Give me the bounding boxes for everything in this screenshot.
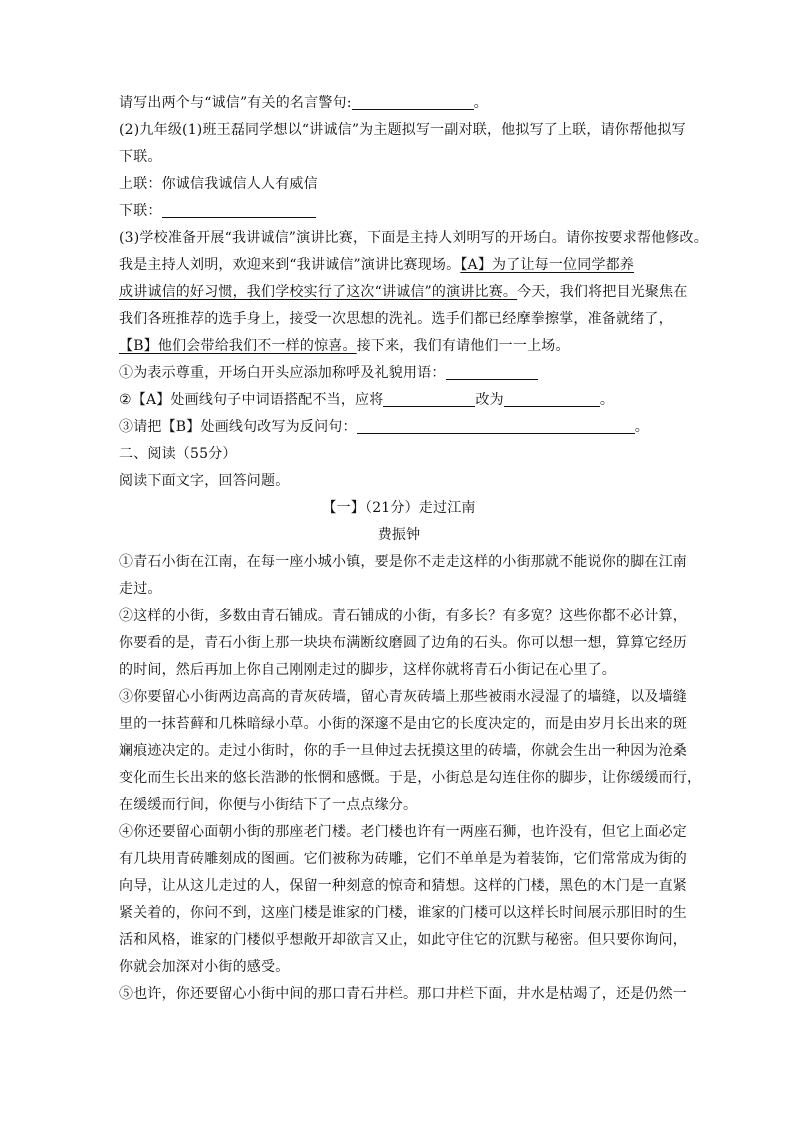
text-line: (2)九年级(1)班王磊同学想以“讲诚信”为主题拟写一副对联，他拟写了上联，请你帮他拟写 xyxy=(119,122,686,138)
text-line: ④你还要留心面朝小街的那座老门楼。老门楼也许有一两座石狮，也许没有，但它上面必定 xyxy=(119,824,687,840)
underlined-sentence-b: 【B】他们会带给我们不一样的惊喜。 xyxy=(119,338,357,354)
text-line: 下联。 xyxy=(119,149,162,165)
text-line: 我们各班推荐的选手身上，接受一次思想的洗礼。选手们都已经摩拳擦掌，准备就绪了， xyxy=(119,311,673,327)
answer-blank[interactable] xyxy=(383,390,475,407)
question-text: 请写出两个与“诚信”有关的名言警句: xyxy=(119,95,352,111)
text-line: 紧关着的，你问不到，这座门楼是谁家的门楼，谁家的门楼可以这样长时间展示那旧时的生 xyxy=(119,905,687,921)
text-line: 活和风格，谁家的门楼似乎想敞开却欲言又止，如此守住它的沉默与秘密。但只要你询问， xyxy=(119,932,687,948)
text-line: 走过。 xyxy=(119,581,162,597)
text-line: ②这样的小街，多数由青石铺成。青石铺成的小街，有多长？有多宽？这些你都不必计算， xyxy=(119,608,687,624)
passage-title: 【一】（21分）走过江南 xyxy=(322,500,476,516)
text-line: 我是主持人刘明，欢迎来到“我讲诚信”演讲比赛现场。【A】为了让每一位同学都养 xyxy=(119,257,635,273)
passage-author: 费振钟 xyxy=(377,527,421,543)
text-line: 有几块用青砖雕刻成的图画。它们被称为砖雕，它们不单单是为着装饰，它们常常成为街的 xyxy=(119,851,687,867)
text-line: ②【A】处画线句子中词语搭配不当，应将 改为 。 xyxy=(119,392,615,408)
text-line: 阅读下面文字，回答问题。 xyxy=(119,473,290,489)
text-line: ③你要留心小街两边高高的青灰砖墙，留心青灰砖墙上那些被雨水浸湿了的墙缝，以及墙缝 xyxy=(119,689,687,705)
text-line: 下联： xyxy=(119,198,679,225)
underlined-sentence-a: 成讲诚信的好习惯，我们学校实行了这次“讲诚信”的演讲比赛。 xyxy=(119,284,518,300)
text-line: 的时间，然后再加上你自己刚刚走过的脚步，这样你就将青石小街记在心里了。 xyxy=(119,662,616,678)
text-line: ③请把【B】处画线句改写为反问句： 。 xyxy=(119,419,649,435)
answer-blank[interactable] xyxy=(162,201,316,218)
answer-blank[interactable] xyxy=(446,363,538,380)
answer-blank[interactable] xyxy=(504,390,600,407)
text-line: 【B】他们会带给我们不一样的惊喜。接下来，我们有请他们一一上场。 xyxy=(119,338,570,354)
text-line: 请写出两个与“诚信”有关的名言警句: 。 xyxy=(119,95,488,111)
text-line: ①青石小街在江南，在每一座小城小镇，要是你不走走这样的小街那就不能说你的脚在江南 xyxy=(119,554,687,570)
document-page xyxy=(119,90,708,1008)
text-line: 斓痕迹决定的。走过小街时，你的手一旦伸过去抚摸这里的砖墙，你就会生出一种因为沧桑 xyxy=(119,743,687,759)
text-line: 成讲诚信的好习惯，我们学校实行了这次“讲诚信”的演讲比赛。今天，我们将把目光聚焦在 xyxy=(119,284,688,300)
text-line: 变化而生长出来的悠长浩渺的怅惘和感慨。于是，小街总是勾连住你的脚步，让你缓缓而行， xyxy=(119,770,702,786)
text-line: 你就会加深对小街的感受。 xyxy=(119,959,290,975)
underlined-sentence-a: 【A】为了让每一位同学都养 xyxy=(460,257,635,273)
section-heading: 二、阅读（55分） xyxy=(119,446,237,462)
text-line: (3)学校准备开展“我讲诚信”演讲比赛，下面是主持人刘明写的开场白。请你按要求帮他修改。 xyxy=(119,230,708,246)
text-line: ①为表示尊重，开场白开头应添加称呼及礼貌用语： xyxy=(119,360,679,387)
text-line: 向导，让从这儿走过的人，保留一种刻意的惊奇和猜想。这样的门楼，黑色的木门是一直紧 xyxy=(119,878,687,894)
answer-blank[interactable] xyxy=(352,93,474,110)
text-line: 你要看的是，青石小街上那一块块布满断纹磨圆了边角的石头。你可以想一想，算算它经历 xyxy=(119,635,687,651)
text-line: 在缓缓而行间，你便与小街结下了一点点缘分。 xyxy=(119,797,418,813)
text-line: 里的一抹苔藓和几株暗绿小草。小街的深邃不是由它的长度决定的，而是由岁月长出来的斑 xyxy=(119,716,687,732)
answer-blank[interactable] xyxy=(357,417,635,434)
text-line: ⑤也许，你还要留心小街中间的那口青石井栏。那口井栏下面，井水是枯竭了，还是仍然一 xyxy=(119,986,687,1002)
text-line: 上联：你诚信我诚信人人有威信 xyxy=(119,176,318,192)
